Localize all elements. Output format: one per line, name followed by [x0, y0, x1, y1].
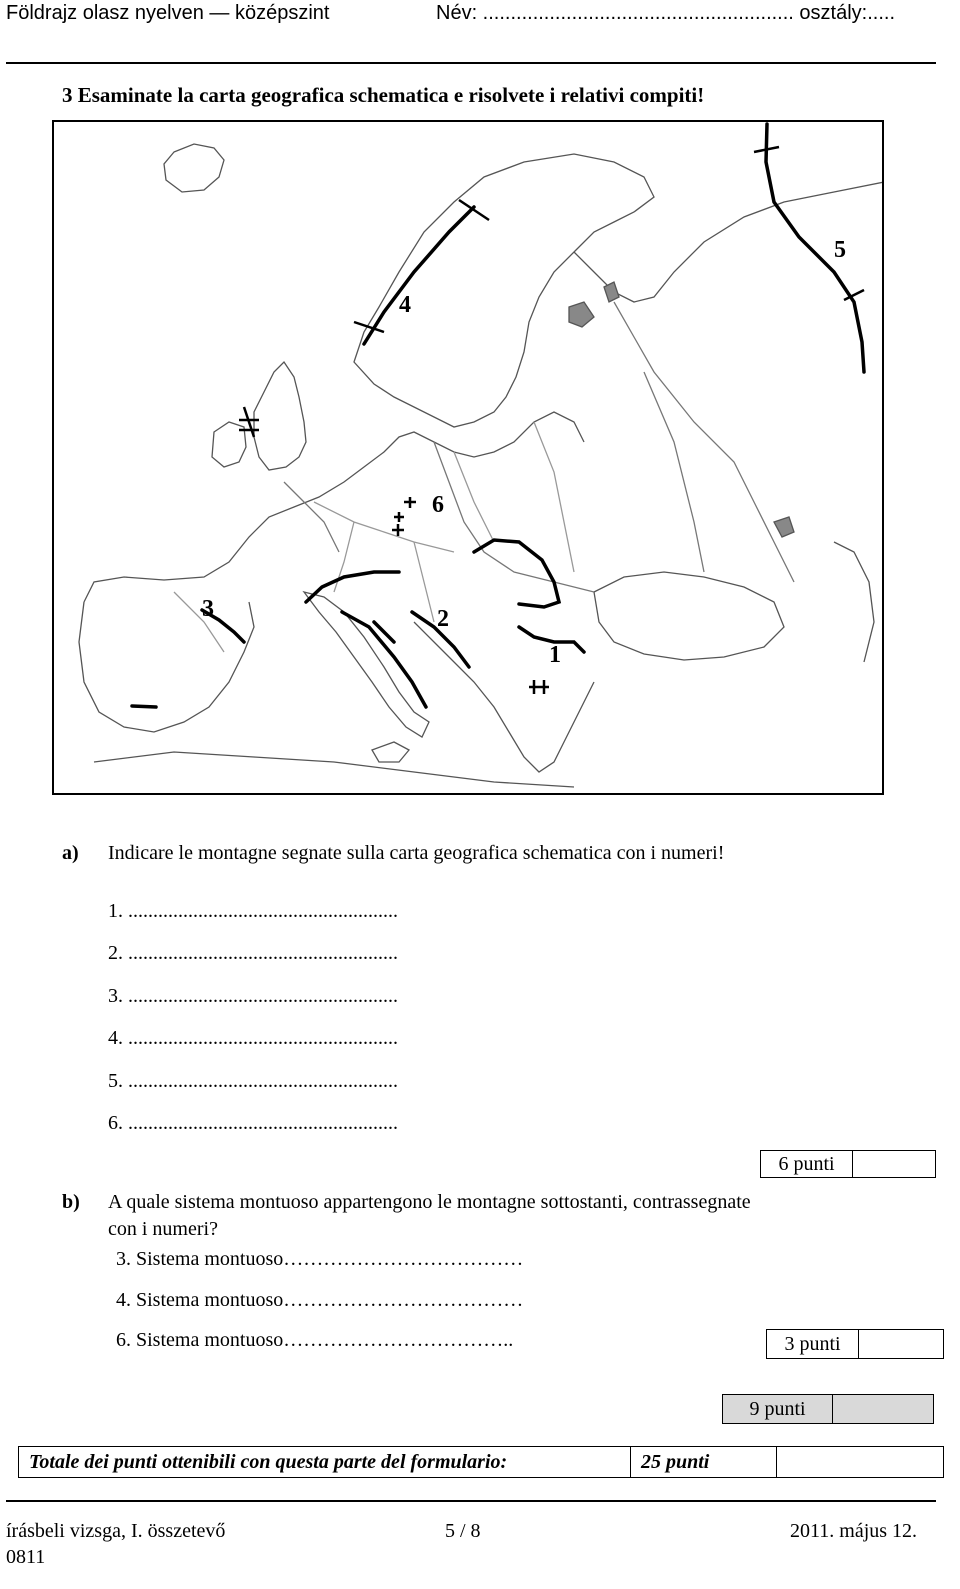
- task-title: 3 Esaminate la carta geografica schematica e risolvete i relativi compiti!: [62, 83, 705, 107]
- map-svg: [54, 122, 884, 795]
- britain-outline: [254, 362, 306, 470]
- part-b-question-line1: A quale sistema montuoso appartengono le montagne sottostanti, contrassegnate: [108, 1191, 751, 1213]
- answer-line-6[interactable]: 6. ......................................................: [108, 1112, 398, 1134]
- mountain-line-5: [766, 124, 864, 372]
- lake-small: [774, 517, 794, 537]
- system-line-3[interactable]: 3. Sistema montuoso………………………………: [116, 1248, 524, 1270]
- answer-line-2[interactable]: 2. ......................................................: [108, 942, 398, 964]
- points-score-b[interactable]: [859, 1330, 943, 1358]
- header-subject: Földrajz olasz nyelven — középszint: [6, 2, 330, 24]
- border-line: [534, 422, 574, 572]
- answer-line-5[interactable]: 5. ......................................................: [108, 1070, 398, 1092]
- footer-page: 5 / 8: [445, 1520, 481, 1542]
- map-label-1: 1: [549, 642, 561, 668]
- rhine-river: [284, 482, 339, 552]
- balkans-outline: [414, 622, 594, 772]
- points-score-total-task[interactable]: [833, 1395, 933, 1423]
- africa-coast: [94, 752, 574, 787]
- map-label-6: 6: [432, 492, 444, 518]
- cross-balkan: [529, 680, 549, 694]
- system-line-4[interactable]: 4. Sistema montuoso………………………………: [116, 1289, 524, 1311]
- part-a-question: Indicare le montagne segnate sulla carta geografica schematica con i numeri!: [108, 842, 725, 864]
- iceland-outline: [164, 144, 224, 192]
- points-box-b: [766, 1329, 944, 1359]
- points-score-a[interactable]: [853, 1151, 935, 1177]
- header-rule: [6, 62, 936, 64]
- points-label-total-task: 9 punti: [723, 1395, 833, 1423]
- points-label-b: 3 punti: [767, 1330, 859, 1358]
- footer-rule: [6, 1500, 936, 1502]
- answer-line-4[interactable]: 4. ......................................................: [108, 1027, 398, 1049]
- total-form-row: [18, 1446, 944, 1478]
- footer-date: 2011. május 12.: [790, 1520, 918, 1542]
- points-label-a: 6 punti: [761, 1151, 853, 1177]
- border-line: [414, 542, 434, 622]
- total-form-score[interactable]: [777, 1447, 943, 1477]
- cross-cluster-6: [392, 497, 416, 536]
- iberia-outline: [79, 602, 254, 732]
- dnieper-river: [644, 372, 704, 572]
- part-b-letter: b): [62, 1191, 80, 1213]
- header-name-field: Név: ........................................................ osztály:.....: [436, 2, 895, 24]
- mountain-line-carpathians: [474, 540, 559, 607]
- lake-ladoga: [569, 302, 594, 327]
- part-a-letter: a): [62, 842, 79, 864]
- map-label-3: 3: [202, 596, 214, 622]
- mountain-line-3b: [132, 706, 156, 707]
- volga-river: [614, 302, 794, 582]
- mountain-line-4: [364, 207, 474, 344]
- italy-outline: [304, 592, 429, 737]
- points-box-a: [760, 1150, 936, 1178]
- footer-exam: írásbeli vizsga, I. összetevő: [6, 1520, 226, 1542]
- total-form-points: 25 punti: [631, 1447, 777, 1477]
- black-sea-outline: [594, 572, 784, 660]
- cross-britain: [239, 407, 259, 437]
- border-line: [454, 452, 494, 542]
- west-coast: [84, 412, 584, 602]
- part-b-question-line2: con i numeri?: [108, 1218, 218, 1240]
- map-label-5: 5: [834, 237, 846, 263]
- total-form-label: Totale dei punti ottenibili con questa parte del formulario:: [19, 1447, 631, 1477]
- caspian-outline: [834, 542, 874, 662]
- sicily-outline: [372, 742, 409, 762]
- map-label-2: 2: [437, 606, 449, 632]
- answer-line-3[interactable]: 3. ......................................................: [108, 985, 398, 1007]
- europe-schematic-map: [52, 120, 884, 795]
- danube-river: [434, 442, 594, 592]
- footer-code: 0811: [6, 1546, 46, 1568]
- map-label-4: 4: [399, 292, 411, 318]
- mountain-line-alps: [306, 572, 399, 602]
- system-line-6[interactable]: 6. Sistema montuoso……………………………..: [116, 1329, 514, 1351]
- points-box-total-task: [722, 1394, 934, 1424]
- answer-line-1[interactable]: 1. ......................................................: [108, 900, 398, 922]
- border-line: [174, 592, 224, 652]
